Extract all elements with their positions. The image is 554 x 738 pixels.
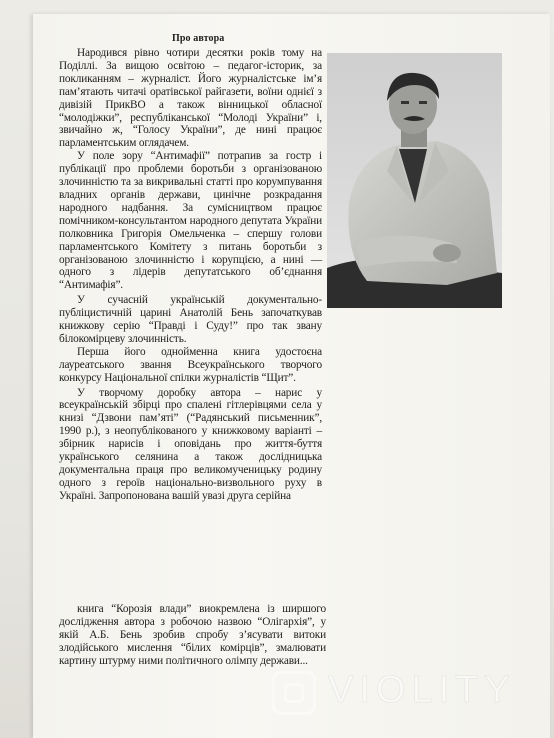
- watermark-text: VIOLITY: [328, 669, 516, 711]
- paragraph: Перша його однойменна книга удостоєна лауреатського звання Всеукраїнського творчого конкурсу Національної спілки журналістів “Щит”.: [59, 345, 322, 384]
- paragraph: книга “Корозія влади” виокремлена із ширшого дослідження автора з робочою назвою “Олігархія”, у якій А.Б. Бень зробив спробу з’ясувати витоки злодійського мислення “білих комірців”, змалювати картину штурму ними політичного олімпу держави...: [59, 603, 326, 667]
- author-portrait-image: [327, 53, 502, 308]
- author-photo: [327, 53, 502, 308]
- paragraph: У сучасній українській документально-публіцистичній царині Анатолій Бень започаткував книжкову серію “Правді і Суду!” про так звану білокомірцеву злочинність.: [59, 294, 322, 345]
- wide-text-column: [59, 603, 326, 668]
- page-heading: Про автора: [172, 33, 225, 44]
- violity-logo-icon: [272, 671, 316, 715]
- watermark: [272, 665, 532, 721]
- paragraph: У поле зору “Антимафії” потрапив за гостр і публікації про проблеми боротьби з організованою злочинністю та за викривальні статті про корумпування владних органів держави, цинічне розкрадання народного надбання. За сумісництвом працює помічником-консультантом народного депутата України полковника Григорія Омельченка – спершу голови парламентського Комітету з питань боротьби з організованою злочинністю і корупцією, а нині — одного з лідерів депутатського об’єднання “Антимафія”.: [59, 150, 322, 292]
- paragraph: Народився рівно чотири десятки років тому на Поділлі. За вищою освітою – педагог-історик, за покликанням – журналіст. Його журналістське ім’я пам’ятають читачі оратівської райгазети, воїни однієї з дивізій ПрикВО а також вінницької обласної “молодіжки”, республіканської “Молоді України” і, звичайно ж, “Голосу України”, де нині працює парламентським оглядачем.: [59, 47, 322, 150]
- narrow-text-column: [59, 47, 322, 503]
- paragraph: У творчому доробку автора – нарис у всеукраїнській збірці про спалені гітлерівцями села у книзі “Дзвони пам’яті” (“Радянський письменник”, 1990 р.), з неопублікованого у книжковому варіанті – збірник нарисів і оповідань про життя-буття українського селянина а також дослідницька документальна праця про великомученицьку родину одного з героїв національно-визвольного руху в Україні. Запропонована вашій увазі друга серійна: [59, 386, 322, 502]
